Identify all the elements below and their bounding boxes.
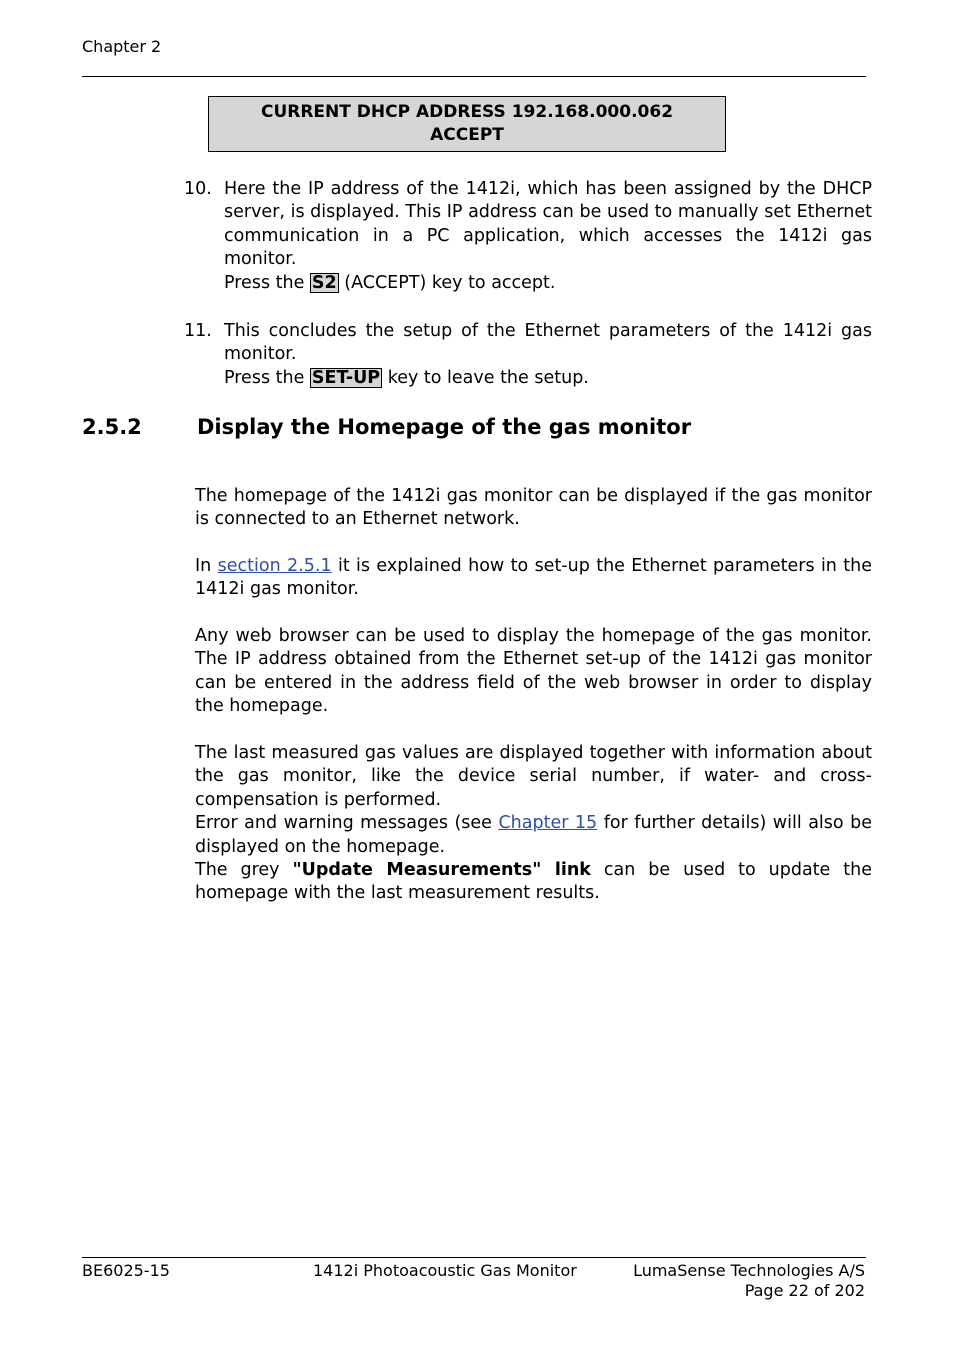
footer-company-block <box>633 1261 865 1301</box>
section-number: 2.5.2 <box>82 415 142 439</box>
paragraph-4-text: The last measured gas values are displayed together with information about the gas monitor, like the device serial number, if water- and cross-compensation is performed. <box>195 743 872 810</box>
running-header: Chapter 2 <box>82 37 162 56</box>
chapter-15-link[interactable]: Chapter 15 <box>498 813 598 834</box>
step-number: 10. <box>184 179 212 199</box>
display-line-1: CURRENT DHCP ADDRESS 192.168.000.062 <box>260 102 674 122</box>
footer-product: 1412i Photoacoustic Gas Monitor <box>313 1261 577 1280</box>
key-setup: SET-UP <box>311 367 381 388</box>
step-text: Here the IP address of the 1412i, which has been assigned by the DHCP server, is displayed. This IP address can be used to manually set Ethernet communication in a PC application, which accesses the 1412i gas monitor. <box>224 179 872 270</box>
section-2-5-1-link[interactable]: section 2.5.1 <box>217 556 332 576</box>
header-rule <box>82 76 866 77</box>
paragraph-2: In section 2.5.1 it is explained how to set-up the Ethernet parameters in the 1412i gas monitor. <box>195 556 872 600</box>
key-s2: S2 <box>311 272 337 293</box>
paragraph-1: The homepage of the 1412i gas monitor can be displayed if the gas monitor is connected to an Ethernet network. <box>195 486 872 530</box>
paragraph-5: Error and warning messages (see Chapter 15 for further details) will also be displayed on the homepage. <box>195 813 872 857</box>
step-instruction: Press the S2 (ACCEPT) key to accept. <box>224 272 556 293</box>
footer-doc-id: BE6025-15 <box>82 1261 170 1280</box>
paragraph-4 <box>195 742 872 906</box>
step-number: 11. <box>184 321 212 341</box>
footer-company: LumaSense Technologies A/S <box>633 1261 865 1280</box>
step-10 <box>184 178 872 295</box>
display-line-2: ACCEPT <box>430 125 504 145</box>
footer-page-number: Page 22 of 202 <box>744 1281 865 1300</box>
paragraph-3: Any web browser can be used to display the homepage of the gas monitor. The IP address obtained from the Ethernet set-up of the 1412i gas monitor can be entered in the address field of the web browser in order to display the homepage. <box>195 626 872 717</box>
footer-rule <box>82 1257 866 1258</box>
step-11 <box>184 320 872 390</box>
device-display-box <box>208 96 726 152</box>
update-measurements-label: "Update Measurements" link <box>292 860 591 881</box>
section-title: Display the Homepage of the gas monitor <box>197 415 692 439</box>
step-instruction: Press the SET-UP key to leave the setup. <box>224 367 589 388</box>
step-text: This concludes the setup of the Ethernet parameters of the 1412i gas monitor. <box>224 321 872 365</box>
paragraph-6: The grey "Update Measurements" link can be used to update the homepage with the last measurement results. <box>195 860 872 904</box>
